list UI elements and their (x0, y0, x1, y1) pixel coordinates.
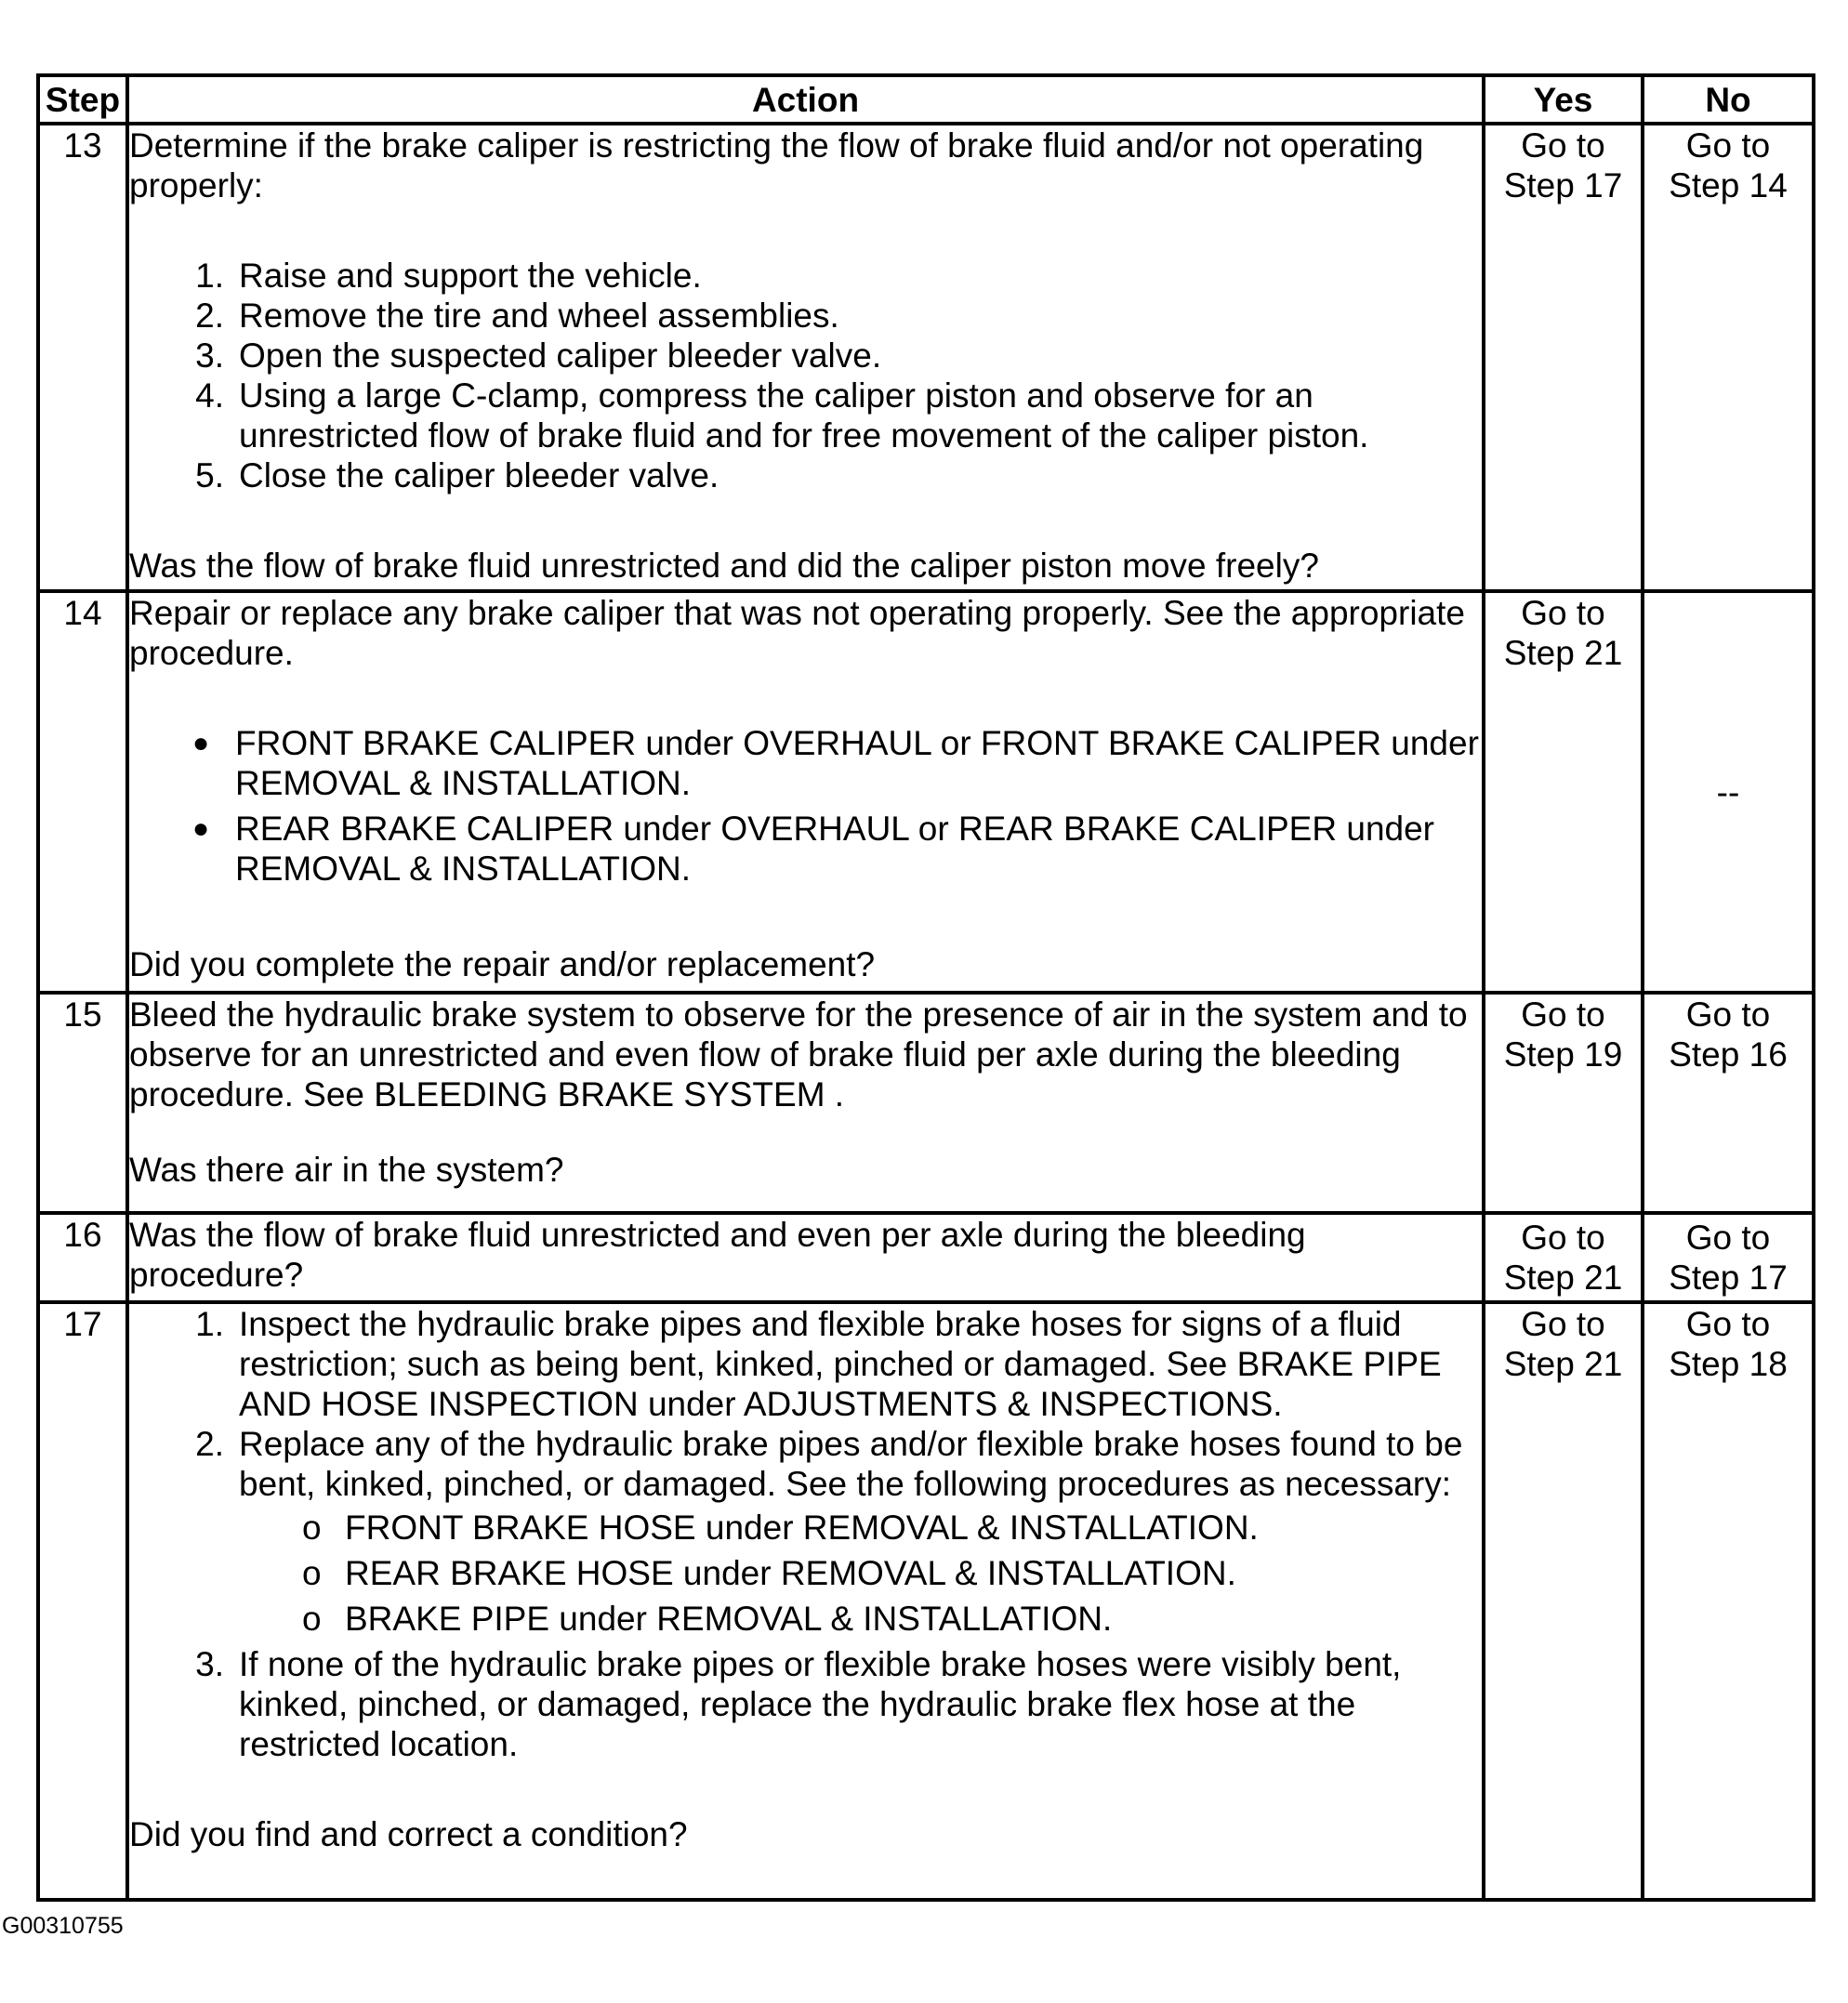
action-question: Was the flow of brake fluid unrestricted and did the caliper piston move freely? (129, 547, 1319, 585)
list-item: 3. If none of the hydraulic brake pipes or flexible brake hoses were visibly bent, kinked, pinched, or damaged, replace the hydraulic brake flex hose at the restricted location. (195, 1645, 1402, 1763)
header-row (38, 75, 1814, 124)
figure-code: G00310755 (2, 1913, 124, 1939)
no-result: Go to Step 18 (1643, 1302, 1814, 1900)
step-number: 16 (38, 1213, 127, 1302)
list-item: ● FRONT BRAKE CALIPER under OVERHAUL or FRONT BRAKE CALIPER under REMOVAL & INSTALLATION. (192, 724, 1479, 802)
yes-result: Go to Step 21 (1484, 1213, 1643, 1302)
list-item: o BRAKE PIPE under REMOVAL & INSTALLATION. (302, 1600, 1113, 1638)
yes-result: Go to Step 21 (1484, 591, 1643, 993)
list-item: o FRONT BRAKE HOSE under REMOVAL & INSTALLATION. (302, 1509, 1259, 1547)
yes-result: Go to Step 17 (1484, 124, 1643, 591)
yes-result: Go to Step 19 (1484, 993, 1643, 1213)
no-result: Go to Step 17 (1643, 1213, 1814, 1302)
no-result: Go to Step 14 (1643, 124, 1814, 591)
step-number: 14 (38, 591, 127, 993)
list-item: 4. Using a large C-clamp, compress the caliper piston and observe for an unrestricted flow of brake fluid and for free movement of the caliper piston. (195, 376, 1369, 455)
action-cell (127, 591, 1484, 993)
numbered-list (129, 1304, 1482, 1504)
numbered-list (129, 256, 1482, 495)
list-item: ● REAR BRAKE CALIPER under OVERHAUL or REAR BRAKE CALIPER under REMOVAL & INSTALLATION. (192, 810, 1434, 888)
bullet-list (129, 723, 1482, 889)
step-number: 15 (38, 993, 127, 1213)
list-item: 1. Raise and support the vehicle. (195, 257, 702, 295)
table-row (38, 124, 1814, 591)
action-question: Did you complete the repair and/or replacement? (129, 945, 876, 983)
table-row (38, 993, 1814, 1213)
circle-bullet-icon: o (302, 1600, 322, 1638)
action-intro: Determine if the brake caliper is restricting the flow of brake fluid and/or not operating properly: (129, 126, 1424, 204)
header-no: No (1643, 75, 1814, 124)
table-row (38, 1213, 1814, 1302)
action-question: Did you find and correct a condition? (129, 1815, 688, 1853)
action-intro: Repair or replace any brake caliper that was not operating properly. See the appropriate procedure. (129, 594, 1465, 672)
yes-result: Go to Step 21 (1484, 1302, 1643, 1900)
list-item: 2. Replace any of the hydraulic brake pipes and/or flexible brake hoses found to be bent, kinked, pinched, or damaged. See the following procedures as necessary: (195, 1425, 1463, 1503)
circle-bullet-icon: o (302, 1509, 322, 1547)
list-item: 5. Close the caliper bleeder valve. (195, 456, 719, 494)
action-cell (127, 1213, 1484, 1302)
list-item: 3. Open the suspected caliper bleeder valve. (195, 336, 882, 375)
list-item: 1. Inspect the hydraulic brake pipes and flexible brake hoses for signs of a fluid restriction; such as being bent, kinked, pinched or damaged. See BRAKE PIPE AND HOSE INSPECTION under ADJUSTMENTS & INSPECTIONS. (195, 1305, 1442, 1423)
diagnostic-table (36, 73, 1815, 1902)
bullet-icon: ● (192, 728, 210, 758)
action-intro: Bleed the hydraulic brake system to observe for the presence of air in the system and to observe for an unrestricted and even flow of brake fluid per axle during the bleeding procedure. See BLEEDING BRAKE SYSTEM . (129, 995, 1468, 1114)
header-yes: Yes (1484, 75, 1643, 124)
action-question: Was there air in the system? (129, 1151, 564, 1189)
table-row (38, 1302, 1814, 1900)
action-cell (127, 993, 1484, 1213)
table-row (38, 591, 1814, 993)
no-result: Go to Step 16 (1643, 993, 1814, 1213)
bullet-icon: ● (192, 813, 210, 844)
numbered-list (129, 1644, 1482, 1764)
circle-bullet-icon: o (302, 1554, 322, 1592)
header-step: Step (38, 75, 127, 124)
step-number: 13 (38, 124, 127, 591)
list-item: 2. Remove the tire and wheel assemblies. (195, 296, 839, 335)
action-cell (127, 1302, 1484, 1900)
action-cell (127, 124, 1484, 591)
action-question: Was the flow of brake fluid unrestricted and even per axle during the bleeding procedure? (129, 1216, 1306, 1294)
sub-list (129, 1508, 1482, 1639)
no-result: -- (1643, 591, 1814, 993)
step-number: 17 (38, 1302, 127, 1900)
list-item: o REAR BRAKE HOSE under REMOVAL & INSTALLATION. (302, 1554, 1236, 1592)
header-action: Action (127, 75, 1484, 124)
